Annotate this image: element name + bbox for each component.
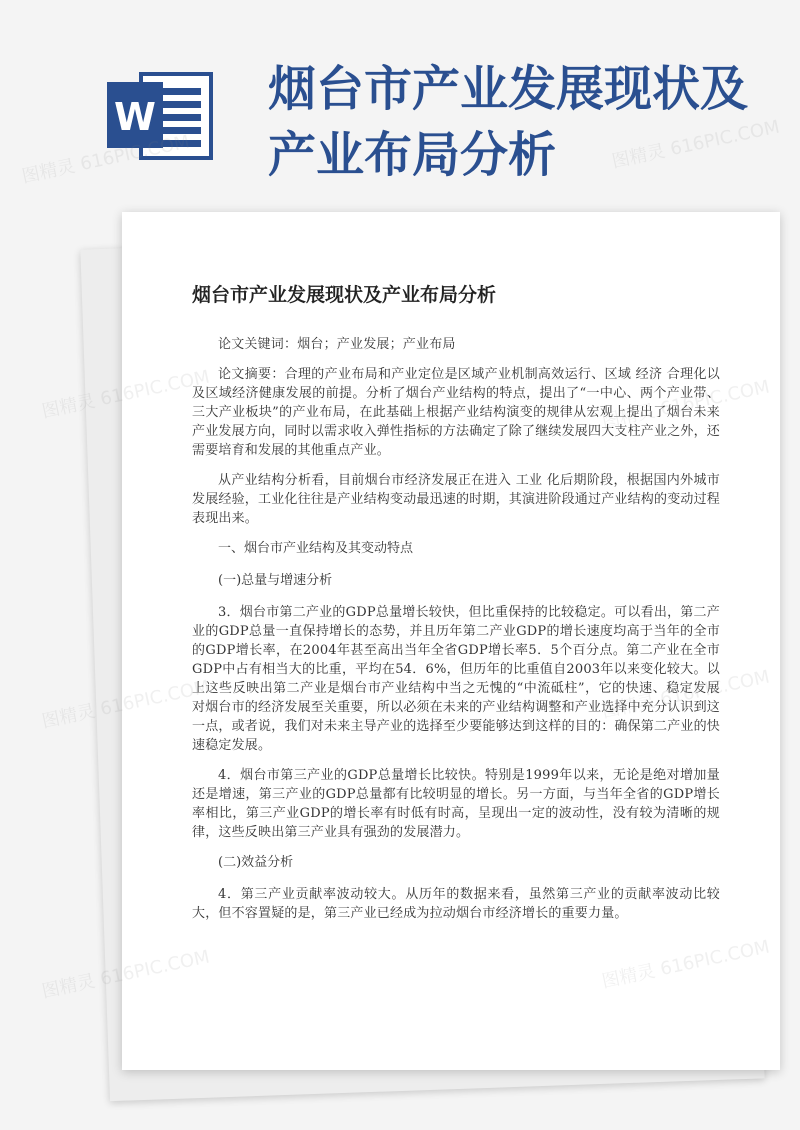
- paragraph-contribution-rate: 4．第三产业贡献率波动较大。从历年的数据来看，虽然第三产业的贡献率波动比较大，但不容置疑的是，第三产业已经成为拉动烟台市经济增长的重要力量。: [192, 887, 720, 921]
- section-heading: 一、烟台市产业结构及其变动特点: [218, 541, 414, 556]
- subsection-heading: (二)效益分析: [218, 855, 294, 870]
- word-icon-letter: W: [114, 95, 156, 139]
- paragraph-tertiary-industry: 4．烟台市第三产业的GDP总量增长比较快。特别是1999年以来，无论是绝对增加量还是增速，第三产业的GDP总量都有比较明显的增长。另一方面，与当年全省的GDP增长率相比，第三产业GDP的增长率有时低有时高，呈现出一定的波动性，没有较为清晰的规律，这些反映出第三产业具有强劲的发展潜力。: [192, 768, 720, 840]
- watermark: 图精灵 616PIC.COM: [609, 116, 782, 173]
- subsection-heading: (一)总量与增速分析: [218, 573, 333, 588]
- abstract: 论文摘要：合理的产业布局和产业定位是区域产业机制高效运行、区域 经济 合理化以及区域经济健康发展的前提。分析了烟台产业结构的特点，提出了“一中心、两个产业带、三大产业板块”的产业布局，在此基础上根据产业结构演变的规律从宏观上提出了烟台未来产业发展方向，同时以需求收入弹性指标的方法确定了除了继续发展四大支柱产业之外，还需要培育和发展的其他重点产业。: [192, 367, 721, 458]
- document-page: [122, 212, 780, 1070]
- watermark: 图精灵: [39, 390, 98, 423]
- watermark: 图精灵: [39, 970, 98, 1003]
- paragraph-secondary-industry: 3．烟台市第二产业的GDP总量增长较快，但比重保持的比较稳定。可以看出，第二产业的GDP总量一直保持增长的态势，并且历年第二产业GDP的增长速度均高于当年的全市的GDP增长率，在2004年甚至高出当年全省GDP增长率5．5个百分点。第二产业在全市GDP中占有相当大的比重，平均在54．6%，但历年的比重值自2003年以来变化较大。以上这些反映出第二产业是烟台市产业结构中当之无愧的“中流砥柱”，它的快速、稳定发展对烟台市的经济发展至关重要，所以必须在未来的产业结构调整和产业选择中充分认识到这一点，或者说，我们对未来主导产业的选择至少要能够达到这样的目的：确保第二产业的快速稳定发展。: [192, 605, 721, 753]
- keywords: 论文关键词：烟台；产业发展；产业布局: [218, 337, 456, 352]
- intro-paragraph: 从产业结构分析看，目前烟台市经济发展正在进入 工业 化后期阶段，根据国内外城市发展经验，工业化往往是产业结构变动最迅速的时期，其演进阶段通过产业结构的变动过程表现出来。: [192, 473, 721, 526]
- watermark: 图精灵: [39, 700, 98, 733]
- page-title: 烟台市产业发展现状及产业布局分析: [268, 61, 749, 183]
- word-document-icon: [105, 68, 217, 164]
- document-title: 烟台市产业发展现状及产业布局分析: [192, 284, 497, 306]
- watermark: 图精灵 616PIC.COM: [19, 131, 192, 188]
